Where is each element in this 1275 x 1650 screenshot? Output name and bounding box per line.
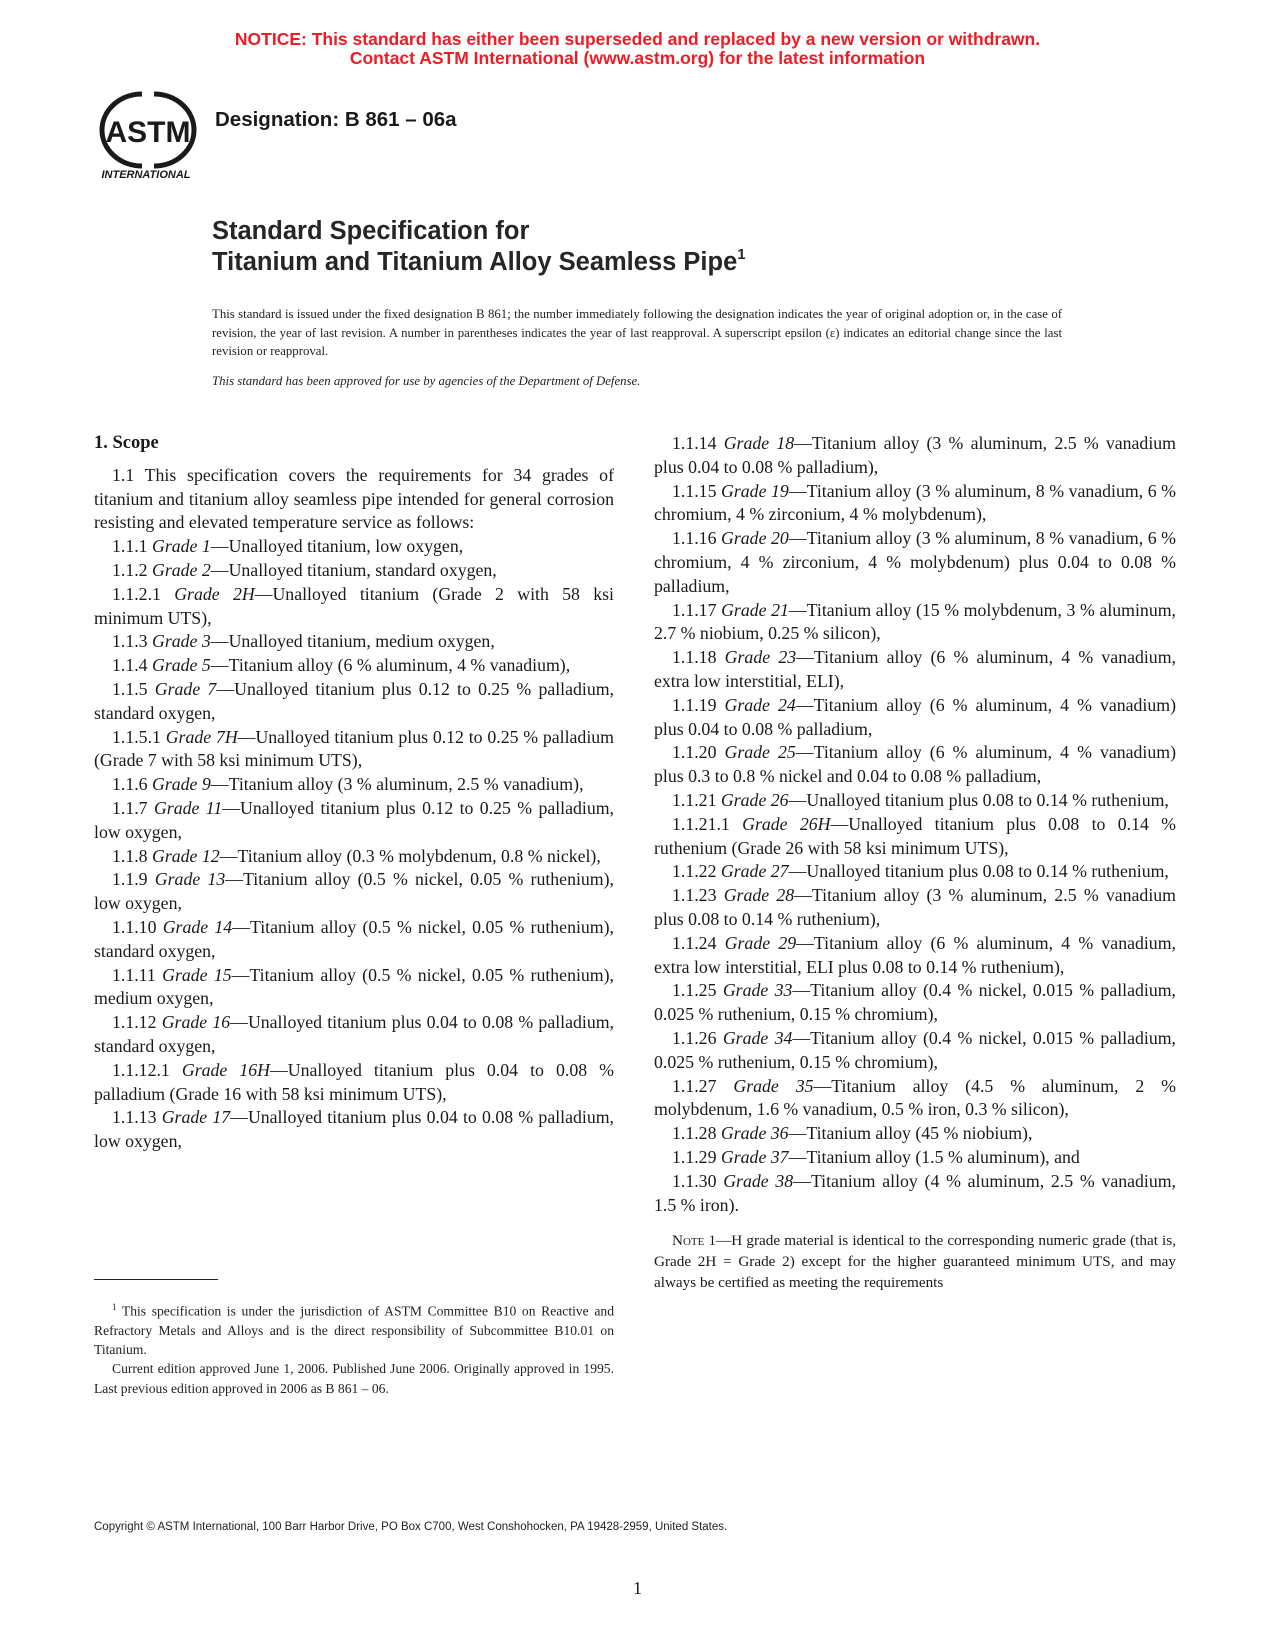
note-text: —H grade material is identical to the corresponding numeric grade (that is, Grade 2H = Grade 2) except for the higher guaranteed minimum UTS, and may always be certified as meeting the requirements	[654, 1232, 1176, 1291]
item-text: —Unalloyed titanium plus 0.08 to 0.14 % ruthenium (Grade 26 with 58 ksi minimum UTS),	[654, 813, 1176, 858]
scope-item	[654, 789, 1176, 813]
item-number: 1.1.25	[672, 980, 717, 1001]
item-number: 1.1.4	[112, 655, 148, 676]
item-number: 1.1.30	[672, 1170, 717, 1191]
item-number: 1.1.5	[112, 678, 148, 699]
footnote-para-2: Current edition approved June 1, 2006. Published June 2006. Originally approved in 1995. Last previous edition approved in 2006 as B 861 – 06.	[94, 1361, 614, 1396]
item-number: 1.1.17	[672, 599, 717, 620]
footnote-rule	[94, 1279, 218, 1280]
item-text: —Unalloyed titanium plus 0.08 to 0.14 % ruthenium,	[788, 861, 1169, 882]
item-grade: Grade 38	[723, 1170, 794, 1191]
item-text: —Unalloyed titanium plus 0.08 to 0.14 % ruthenium,	[788, 789, 1169, 810]
scope-item	[654, 646, 1176, 694]
scope-item	[94, 678, 614, 726]
item-number: 1.1.20	[672, 742, 717, 763]
item-text: —Unalloyed titanium plus 0.12 to 0.25 % palladium (Grade 7 with 58 ksi minimum UTS),	[94, 726, 614, 771]
page-number: 1	[633, 1578, 642, 1598]
item-number: 1.1.8	[112, 845, 148, 866]
item-text: —Unalloyed titanium plus 0.04 to 0.08 % palladium, low oxygen,	[94, 1107, 614, 1152]
item-text: —Titanium alloy (3 % aluminum, 8 % vanadium, 6 % chromium, 4 % zirconium, 4 % molybdenum) plus 0.04 to 0.08 % palladium,	[654, 528, 1176, 596]
scope-items-right	[654, 432, 1176, 1217]
item-grade: Grade 36	[720, 1123, 789, 1144]
item-grade: Grade 16	[161, 1012, 231, 1033]
item-grade: Grade 37	[720, 1146, 789, 1167]
left-column	[94, 432, 614, 1154]
scope-item	[94, 916, 614, 964]
scope-item	[94, 797, 614, 845]
item-text: —Titanium alloy (4.5 % aluminum, 2 % molybdenum, 1.6 % vanadium, 0.5 % iron, 0.3 % silicon),	[654, 1075, 1176, 1120]
scope-item	[654, 884, 1176, 932]
item-number: 1.1.9	[112, 869, 148, 890]
item-text: —Titanium alloy (0.4 % nickel, 0.015 % palladium, 0.025 % ruthenium, 0.15 % chromium),	[654, 980, 1176, 1025]
scope-item	[654, 1027, 1176, 1075]
item-text: —Titanium alloy (6 % aluminum, 4 % vanadium) plus 0.04 to 0.08 % palladium,	[654, 694, 1176, 739]
title-line-2: Titanium and Titanium Alloy Seamless Pipe$^1$	[212, 246, 746, 276]
scope-item	[654, 1122, 1176, 1146]
item-number: 1.1.22	[672, 861, 717, 882]
scope-item	[654, 1146, 1176, 1170]
item-text: —Titanium alloy (1.5 % aluminum), and	[788, 1146, 1080, 1167]
item-grade: Grade 7	[154, 678, 217, 699]
item-number: 1.1.18	[672, 647, 717, 668]
scope-item	[654, 813, 1176, 861]
scope-item	[94, 868, 614, 916]
item-number: 1.1.5.1	[112, 726, 161, 747]
item-number: 1.1.26	[672, 1027, 717, 1048]
item-number: 1.1.3	[112, 631, 148, 652]
item-grade: Grade 33	[722, 980, 793, 1001]
notice-banner	[0, 30, 1275, 68]
item-grade: Grade 16H	[181, 1059, 270, 1080]
item-number: 1.1.1	[112, 536, 148, 557]
item-text: —Titanium alloy (3 % aluminum, 2.5 % vanadium plus 0.08 to 0.14 % ruthenium),	[654, 885, 1176, 929]
item-grade: Grade 20	[721, 528, 789, 549]
dod-approval-statement: This standard has been approved for use by agencies of the Department of Defense.	[212, 374, 641, 388]
item-text: —Unalloyed titanium plus 0.12 to 0.25 % palladium, standard oxygen,	[94, 678, 614, 723]
item-number: 1.1.11	[112, 964, 156, 985]
right-column	[654, 432, 1176, 1294]
item-grade: Grade 14	[162, 916, 233, 937]
item-grade: Grade 12	[152, 845, 220, 866]
scope-item	[654, 1075, 1176, 1123]
footnote	[94, 1298, 614, 1398]
item-text: —Titanium alloy (6 % aluminum, 4 % vanadium),	[210, 655, 571, 676]
item-number: 1.1.19	[672, 694, 717, 715]
scope-item	[654, 694, 1176, 742]
scope-item	[654, 1170, 1176, 1218]
item-grade: Grade 11	[153, 797, 223, 818]
item-grade: Grade 9	[152, 774, 211, 795]
scope-item	[654, 979, 1176, 1027]
item-number: 1.1.12.1	[112, 1059, 170, 1080]
item-number: 1.1.2.1	[112, 583, 161, 604]
item-grade: Grade 34	[722, 1027, 793, 1048]
item-text: —Unalloyed titanium, medium oxygen,	[210, 631, 495, 652]
scope-item	[94, 1059, 614, 1107]
item-grade: Grade 29	[724, 932, 797, 953]
item-grade: Grade 13	[154, 869, 226, 890]
scope-item	[654, 599, 1176, 647]
item-number: 1.1.7	[112, 797, 148, 818]
item-grade: Grade 2	[152, 559, 211, 580]
item-number: 1.1.6	[112, 774, 148, 795]
item-grade: Grade 3	[152, 631, 211, 652]
footnote-mark: 1	[112, 1302, 117, 1312]
note-1	[654, 1231, 1176, 1293]
item-grade: Grade 25	[724, 742, 796, 763]
title-line-1: Standard Specification for	[212, 217, 530, 245]
scope-item	[94, 630, 614, 654]
item-number: 1.1.2	[112, 559, 148, 580]
scope-item	[94, 654, 614, 678]
item-text: —Unalloyed titanium plus 0.04 to 0.08 % palladium (Grade 16 with 58 ksi minimum UTS),	[94, 1059, 614, 1104]
item-text: —Titanium alloy (3 % aluminum, 2.5 % vanadium plus 0.04 to 0.08 % palladium),	[654, 433, 1176, 477]
item-grade: Grade 17	[161, 1107, 231, 1128]
item-number: 1.1.10	[112, 916, 157, 937]
notice-line-2: Contact ASTM International (www.astm.org) for the latest information	[349, 48, 926, 68]
item-grade: Grade 7H	[165, 726, 238, 747]
scope-item	[94, 845, 614, 869]
item-number: 1.1.12	[112, 1012, 157, 1033]
item-number: 1.1.29	[672, 1146, 717, 1167]
item-grade: Grade 26H	[742, 813, 831, 834]
item-grade: Grade 18	[723, 433, 795, 453]
item-grade: Grade 28	[723, 885, 795, 906]
note-label: Note 1	[672, 1232, 717, 1250]
footnote-para-1: $^1$ This specification is under the jurisdiction of ASTM Committee B10 on Reactive and Refractory Metals and Alloys and is the direct responsibility of Subcommittee B10.01 on Titanium.	[94, 1302, 614, 1358]
item-grade: Grade 27	[720, 861, 789, 882]
copyright-line: Copyright © ASTM International, 100 Barr Harbor Drive, PO Box C700, West Conshohocken, PA 19428-2959, United States.	[94, 1521, 728, 1533]
scope-item	[94, 726, 614, 774]
item-grade: Grade 19	[721, 480, 789, 501]
scope-item	[94, 1106, 614, 1154]
item-grade: Grade 21	[721, 599, 789, 620]
item-text: —Titanium alloy (4 % aluminum, 2.5 % vanadium, 1.5 % iron).	[654, 1170, 1176, 1215]
item-text: —Titanium alloy (0.5 % nickel, 0.05 % ruthenium), standard oxygen,	[94, 916, 614, 961]
item-grade: Grade 35	[733, 1075, 814, 1096]
item-grade: Grade 1	[152, 536, 211, 557]
logo-caption: INTERNATIONAL	[101, 169, 191, 181]
section-heading-scope: 1. Scope	[94, 433, 159, 453]
issued-statement: This standard is issued under the fixed designation B 861; the number immediately following the designation indicates the year of original adoption or, in the case of revision, the year of last revision. A number in parentheses indicates the year of last reapproval. A superscript epsilon (ε) indicates an editorial change since the last revision or reapproval.	[212, 307, 1062, 358]
item-text: —Titanium alloy (3 % aluminum, 8 % vanadium, 6 % chromium, 4 % zirconium, 4 % molybdenum),	[654, 480, 1176, 525]
item-number: 1.1.16	[672, 528, 717, 549]
item-text: —Titanium alloy (15 % molybdenum, 3 % aluminum, 2.7 % niobium, 0.25 % silicon),	[654, 599, 1176, 644]
item-number: 1.1.27	[672, 1075, 717, 1096]
scope-intro: 1.1 This specification covers the requirements for 34 grades of titanium and titanium alloy seamless pipe intended for general corrosion resisting and elevated temperature service as follows:	[94, 464, 614, 533]
item-number: 1.1.21.1	[672, 813, 730, 834]
astm-logo-icon	[92, 86, 200, 182]
item-text: —Titanium alloy (0.3 % molybdenum, 0.8 % nickel),	[219, 845, 601, 866]
scope-item	[94, 583, 614, 631]
item-text: —Titanium alloy (0.4 % nickel, 0.015 % palladium, 0.025 % ruthenium, 0.15 % chromium),	[654, 1027, 1176, 1072]
item-number: 1.1.23	[672, 885, 717, 906]
item-text: —Unalloyed titanium, standard oxygen,	[210, 559, 497, 580]
item-grade: Grade 23	[724, 647, 797, 668]
document-title	[212, 216, 746, 278]
scope-item	[654, 432, 1176, 480]
designation: Designation: B 861 – 06a	[215, 108, 457, 131]
item-text: —Titanium alloy (6 % aluminum, 4 % vanadium, extra low interstitial, ELI plus 0.08 to 0.14 % ruthenium),	[654, 932, 1176, 977]
item-grade: Grade 2H	[174, 583, 255, 604]
item-text: —Unalloyed titanium (Grade 2 with 58 ksi minimum UTS),	[94, 583, 614, 628]
item-grade: Grade 26	[720, 789, 789, 810]
item-number: 1.1.14	[672, 433, 717, 453]
item-number: 1.1.21	[672, 789, 717, 810]
item-text: —Titanium alloy (45 % niobium),	[788, 1123, 1033, 1144]
scope-item	[654, 480, 1176, 528]
item-number: 1.1.28	[672, 1123, 717, 1144]
scope-item	[654, 527, 1176, 598]
item-grade: Grade 15	[162, 964, 232, 985]
scope-item	[94, 1011, 614, 1059]
scope-item	[94, 964, 614, 1012]
item-text: —Titanium alloy (0.5 % nickel, 0.05 % ruthenium), medium oxygen,	[94, 964, 614, 1009]
scope-item	[654, 741, 1176, 789]
scope-item	[654, 860, 1176, 884]
item-text: —Unalloyed titanium, low oxygen,	[210, 536, 464, 557]
notice-line-1: NOTICE: This standard has either been superseded and replaced by a new version or withdrawn.	[234, 29, 1041, 49]
scope-items-left	[94, 535, 614, 1154]
item-number: 1.1.13	[112, 1107, 157, 1128]
item-number: 1.1.15	[672, 480, 717, 501]
title-footnote-mark: 1	[737, 246, 746, 263]
item-text: —Titanium alloy (0.5 % nickel, 0.05 % ruthenium), low oxygen,	[94, 869, 614, 914]
item-text: —Titanium alloy (3 % aluminum, 2.5 % vanadium),	[210, 774, 584, 795]
item-number: 1.1.24	[672, 932, 717, 953]
item-text: —Unalloyed titanium plus 0.12 to 0.25 % palladium, low oxygen,	[94, 797, 614, 842]
scope-item	[94, 773, 614, 797]
scope-item	[94, 535, 614, 559]
item-text: —Titanium alloy (6 % aluminum, 4 % vanadium, extra low interstitial, ELI),	[654, 647, 1176, 691]
item-grade: Grade 5	[152, 655, 211, 676]
scope-item	[654, 932, 1176, 980]
item-text: —Titanium alloy (6 % aluminum, 4 % vanadium) plus 0.3 to 0.8 % nickel and 0.04 to 0.08 % palladium,	[654, 742, 1176, 787]
item-grade: Grade 24	[724, 694, 796, 715]
item-text: —Unalloyed titanium plus 0.04 to 0.08 % palladium, standard oxygen,	[94, 1012, 614, 1056]
scope-item	[94, 559, 614, 583]
logo-letters: ASTM	[105, 116, 191, 149]
